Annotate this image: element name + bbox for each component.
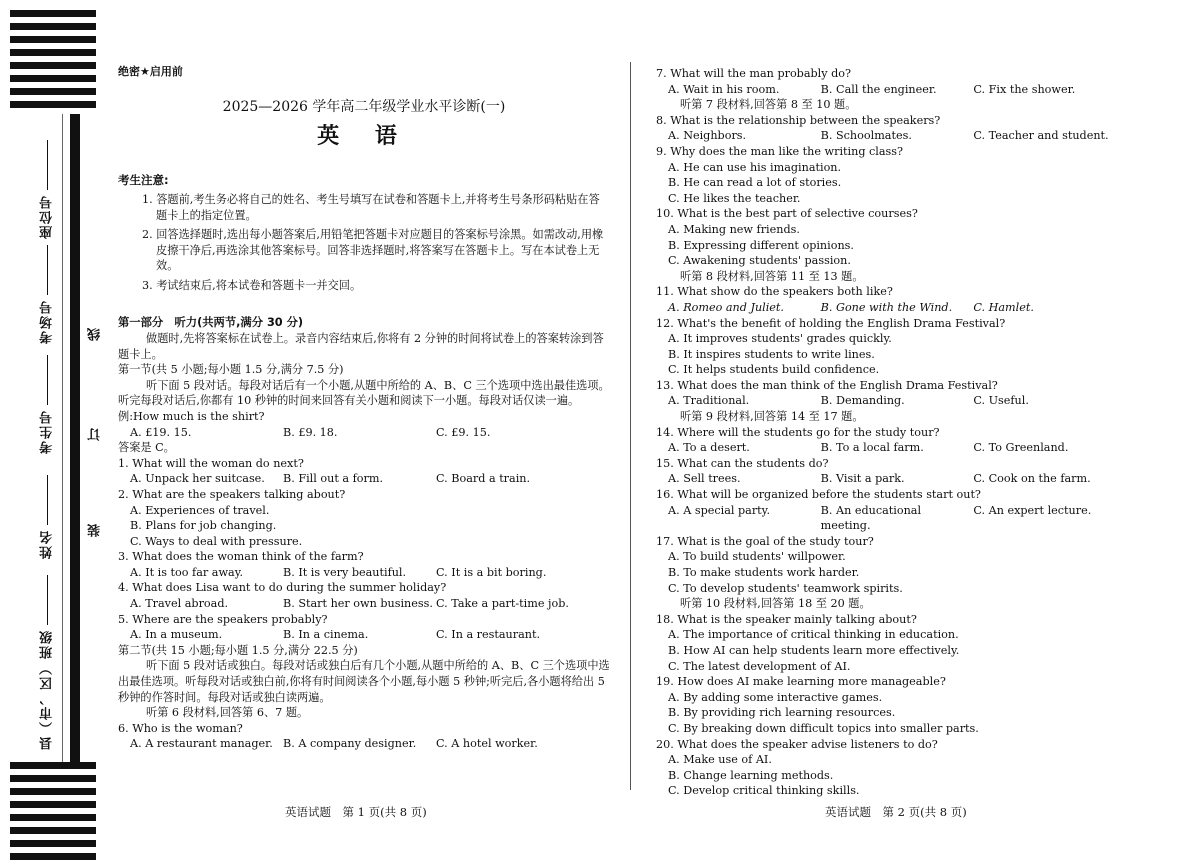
example-question: 例:How much is the shirt? (118, 409, 265, 423)
option: B. How AI can help students learn more effectively. (668, 643, 960, 657)
question-10: 10. What is the best part of selective courses? (656, 207, 918, 221)
option: C. The latest development of AI. (668, 659, 851, 673)
field-name: 姓名 (38, 475, 68, 559)
field-candidate-no: 考生号 (38, 355, 68, 454)
question-6: 6. Who is the woman? (118, 721, 243, 735)
question-7: 7. What will the man probably do? (656, 67, 852, 80)
question-14: 14. Where will the students go for the study tour? (656, 425, 940, 439)
question-4: 4. What does Lisa want to do during the summer holiday? (118, 581, 447, 595)
notice-item: 2. 回答选择题时,选出每小题答案后,用铅笔把答题卡对应题目的答案标号涂黑。如需改动,用橡皮擦干净后,再选涂其他答案标号。回答非选择题时,将答案写在答题卡上。写在本试卷上无效。 (142, 228, 604, 273)
question-11: 11. What show do the speakers both like? (656, 285, 893, 299)
notice-heading: 考生注意: (118, 172, 169, 187)
question-9: 9. Why does the man like the writing class? (656, 144, 904, 158)
question-20: 20. What does the speaker advise listeners to do? (656, 737, 938, 751)
question-17: 17. What is the goal of the study tour? (656, 534, 874, 548)
notice-item: 3. 考试结束后,将本试卷和答题卡一并交回。 (142, 278, 362, 292)
barcode-top (10, 10, 96, 114)
option: B. To make students work harder. (668, 566, 860, 579)
binding-strip (10, 10, 103, 860)
question-6-options: A. A restaurant manager. B. A company designer. C. A hotel worker. (130, 737, 538, 751)
question-4-options: A. Travel abroad. B. Start her own business. C. Take a part-time job. (130, 597, 569, 611)
question-3: 3. What does the woman think of the farm? (118, 550, 364, 564)
field-county: 县（市、区） (40, 660, 55, 750)
option: C. By breaking down difficult topics into smaller parts. (668, 721, 979, 735)
page-footer-left: 英语试题 第 1 页(共 8 页) (285, 805, 427, 819)
question-13: 13. What does the man think of the English Drama Festival? (656, 378, 998, 392)
question-1: 1. What will the woman do next? (118, 456, 304, 470)
option: A. Making new friends. (668, 222, 800, 236)
option: B. It inspires students to write lines. (668, 347, 875, 361)
option: A. He can use his imagination. (668, 160, 842, 174)
material-8: 听第 8 段材料,回答第 11 至 13 题。 (680, 269, 864, 283)
section2-intro: 听下面 5 段对话或独白。每段对话或独白后有几个小题,从题中所给的 A、B、C 三个选项中选出最佳选项。听每段对话或独白前,你将有时间阅读各个小题,每小题 5 秒钟;听完后,各小题将给出 5 秒钟的作答时间。每段对话或独白读两遍。 (118, 659, 610, 704)
option: A. It improves students' grades quickly. (668, 332, 892, 346)
question-15-options: A. Sell trees. B. Visit a park. C. Cook on the farm. (668, 472, 1091, 486)
question-1-options: A. Unpack her suitcase. B. Fill out a form. C. Board a train. (130, 472, 531, 486)
option: C. Ways to deal with pressure. (130, 534, 303, 548)
question-14-options: A. To a desert. B. To a local farm. C. To Greenland. (668, 441, 1069, 455)
material-7: 听第 7 段材料,回答第 8 至 10 题。 (680, 98, 857, 112)
page-1-column (118, 64, 610, 752)
question-16-options: A. A special party. B. An educational meeting. C. An expert lecture. (668, 503, 1092, 533)
option: A. Experiences of travel. (130, 503, 270, 517)
notice-item: 1. 答题前,考生务必将自己的姓名、考生号填写在试卷和答题卡上,并将考生号条形码粘贴在答题卡上的指定位置。 (142, 193, 600, 222)
question-5-options: A. In a museum. B. In a cinema. C. In a restaurant. (130, 628, 541, 642)
binding-thick-line (70, 114, 80, 766)
section1-intro: 听下面 5 段对话。每段对话后有一个小题,从题中所给的 A、B、C 三个选项中选出最佳选项。听完每段对话后,你都有 10 秒钟的时间来回答有关小题和阅读下一小题。每段对话仅读一遍。 (118, 378, 610, 408)
question-15: 15. What can the students do? (656, 456, 829, 470)
option: B. He can read a lot of stories. (668, 176, 842, 190)
question-13-options: A. Traditional. B. Demanding. C. Useful. (668, 394, 1029, 408)
option: A. Make use of AI. (668, 753, 772, 767)
question-8: 8. What is the relationship between the speakers? (656, 113, 941, 127)
part1-heading: 第一部分 听力(共两节,满分 30 分) (118, 316, 304, 330)
column-divider (630, 62, 631, 790)
question-18: 18. What is the speaker mainly talking about? (656, 612, 917, 626)
option: B. Change learning methods. (668, 768, 834, 782)
question-7-options: A. Wait in his room. B. Call the engineer. C. Fix the shower. (668, 82, 1076, 96)
question-5: 5. Where are the speakers probably? (118, 612, 328, 626)
question-19: 19. How does AI make learning more manageable? (656, 675, 946, 689)
exam-title: 2025—2026 学年高二年级学业水平诊断(一) (222, 98, 506, 115)
option: C. He likes the teacher. (668, 191, 801, 205)
secret-mark: 绝密★启用前 (118, 65, 183, 78)
field-room: 考场号 (38, 245, 68, 344)
option: B. By providing rich learning resources. (668, 706, 896, 720)
material-6: 听第 6 段材料,回答第 6、7 题。 (146, 706, 309, 720)
page-2-column (656, 66, 1126, 799)
section2-heading: 第二节(共 15 小题;每小题 1.5 分,满分 22.5 分) (118, 643, 358, 657)
material-10: 听第 10 段材料,回答第 18 至 20 题。 (680, 597, 871, 611)
option: B. Plans for job changing. (130, 519, 277, 533)
option: A. By adding some interactive games. (668, 690, 883, 704)
field-seat: 座位号 (38, 140, 68, 239)
question-11-options: A. Romeo and Juliet. B. Gone with the Wind. C. Hamlet. (668, 300, 1034, 314)
cut-mark-bind: 订 (88, 428, 103, 441)
question-16: 16. What will be organized before the students start out? (656, 488, 981, 502)
option: A. The importance of critical thinking in education. (668, 628, 959, 642)
material-9: 听第 9 段材料,回答第 14 至 17 题。 (680, 410, 864, 424)
option: C. Develop critical thinking skills. (668, 784, 860, 798)
option: C. To develop students' teamwork spirits. (668, 581, 903, 595)
option: B. Expressing different opinions. (668, 238, 854, 252)
cut-mark-line: 线 (88, 328, 103, 341)
field-class: 班级 (38, 575, 68, 659)
question-12: 12. What's the benefit of holding the English Drama Festival? (656, 316, 1006, 330)
cut-mark-pack: 装 (88, 524, 103, 537)
example-answer: 答案是 C。 (118, 441, 175, 455)
example-options: A. £19. 15. B. £9. 18. C. £9. 15. (130, 425, 491, 439)
part1-intro: 做题时,先将答案标在试卷上。录音内容结束后,你将有 2 分钟的时间将试卷上的答案转涂到答题卡上。 (118, 331, 604, 361)
option: C. It helps students build confidence. (668, 363, 880, 377)
section1-heading: 第一节(共 5 小题;每小题 1.5 分,满分 7.5 分) (118, 363, 344, 377)
option: C. Awakening students' passion. (668, 254, 851, 268)
option: A. To build students' willpower. (668, 550, 846, 564)
page-footer-right: 英语试题 第 2 页(共 8 页) (825, 805, 967, 819)
subject-title: 英 语 (317, 124, 411, 150)
question-8-options: A. Neighbors. B. Schoolmates. C. Teacher and student. (668, 129, 1109, 143)
question-3-options: A. It is too far away. B. It is very beautiful. C. It is a bit boring. (130, 565, 547, 579)
question-2: 2. What are the speakers talking about? (118, 487, 346, 501)
barcode-bottom (10, 762, 96, 866)
